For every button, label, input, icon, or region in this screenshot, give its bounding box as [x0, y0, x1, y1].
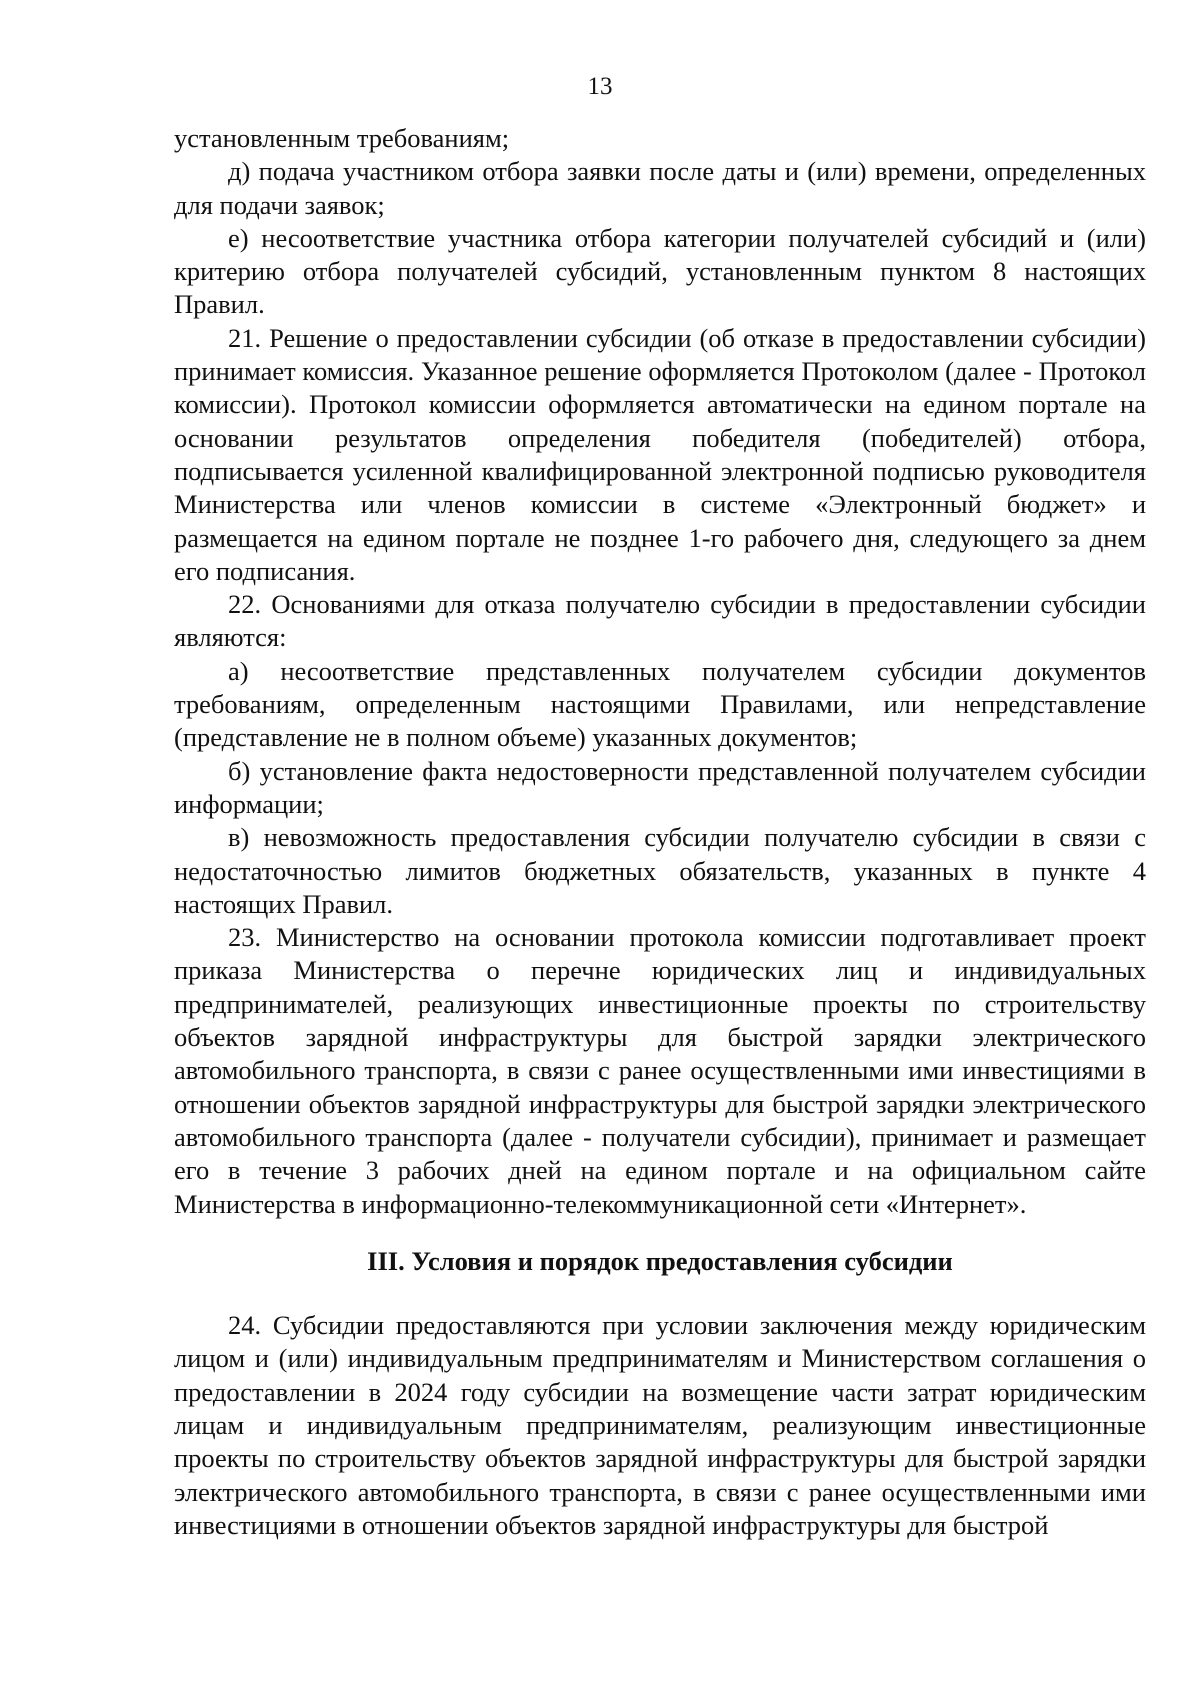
- paragraph-22-item-b: б) установление факта недостоверности представленной получателем субсидии информации;: [174, 755, 1146, 819]
- paragraph-24: 24. Субсидии предоставляются при условии заключения между юридическим лицом и (или) индивидуальным предпринимателям и Министерством соглашения о предоставлении в 2024 году субсидии на возмещение части затрат юридическим лицам и индивидуальным предпринимателям, реализующим инвестиционные проекты по строительству объектов зарядной инфраструктуры для быстрой зарядки электрического автомобильного транспорта, в связи с ранее осуществленными ими инвестициями в отношении объектов зарядной инфраструктуры для быстрой: [174, 1310, 1146, 1540]
- document-body: [174, 122, 1146, 1542]
- paragraph-22: 22. Основаниями для отказа получателю субсидии в предоставлении субсидии являются:: [174, 589, 1146, 653]
- paragraph-23: 23. Министерство на основании протокола комиссии подготавливает проект приказа Министерства о перечне юридических лиц и индивидуальных предпринимателей, реализующих инвестиционные проекты по строительству объектов зарядной инфраструктуры для быстрой зарядки электрического автомобильного транспорта, в связи с ранее осуществленными ими инвестициями в отношении объектов зарядной инфраструктуры для быстрой зарядки электрического автомобильного транспорта (далее - получатели субсидии), принимает и размещает его в течение 3 рабочих дней на едином портале и на официальном сайте Министерства в информационно-телекоммуникационной сети «Интернет».: [174, 922, 1146, 1219]
- paragraph-item-e: е) несоответствие участника отбора категории получателей субсидий и (или) критерию отбора получателей субсидий, установленным пунктом 8 настоящих Правил.: [174, 222, 1146, 320]
- paragraph-item-d: д) подача участником отбора заявки после даты и (или) времени, определенных для подачи заявок;: [174, 156, 1146, 220]
- page-number: 13: [587, 73, 613, 100]
- paragraph-continuation: установленным требованиям;: [174, 123, 510, 153]
- paragraph-22-item-a: а) несоответствие представленных получателем субсидии документов требованиям, определенным настоящими Правилами, или непредставление (представление не в полном объеме) указанных документов;: [174, 655, 1146, 753]
- paragraph-22-item-v: в) невозможность предоставления субсидии получателю субсидии в связи с недостаточностью лимитов бюджетных обязательств, указанных в пункте 4 настоящих Правил.: [174, 822, 1146, 919]
- section-heading: III. Условия и порядок предоставления субсидии: [367, 1245, 953, 1276]
- paragraph-21: 21. Решение о предоставлении субсидии (об отказе в предоставлении субсидии) принимает комиссия. Указанное решение оформляется Протоколом (далее - Протокол комиссии). Протокол комиссии оформляется автоматически на едином портале на основании результатов определения победителя (победителей) отбора, подписывается усиленной квалифицированной электронной подписью руководителя Министерства или членов комиссии в системе «Электронный бюджет» и размещается на едином портале не позднее 1-го рабочего дня, следующего за днем его подписания.: [174, 322, 1146, 586]
